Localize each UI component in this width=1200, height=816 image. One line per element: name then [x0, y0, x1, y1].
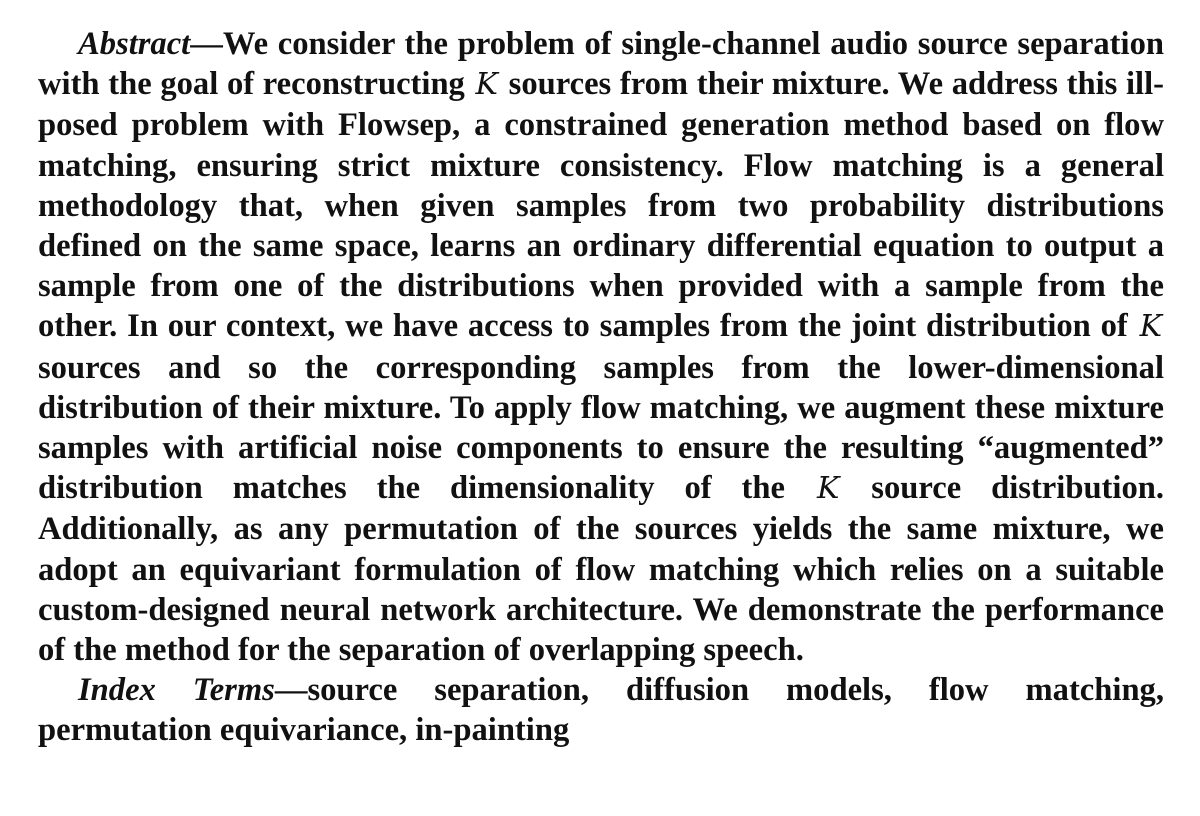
- math-symbol-k: K: [1139, 309, 1162, 345]
- math-symbol-k: K: [475, 67, 498, 103]
- math-symbol-k: K: [816, 471, 840, 507]
- abstract-label: Abstract: [78, 26, 191, 62]
- abstract-separator: —: [190, 26, 223, 62]
- index-terms-paragraph: [38, 670, 1164, 750]
- abstract-text-2: sources from their mixture. We address this ill-posed problem with Flowsep, a constrained generation method based on flow matching, ensuring strict mixture consistency. Flow matching is a general methodology that, when given samples from two probability distributions defined on the same space, learns an ordinary differential equation to output a sample from one of the distributions when provided with a sample from the other. In our context, we have access to samples from the joint distribution of: [38, 66, 1164, 345]
- index-terms-text: source separation, diffusion models, flow matching, permutation equivariance, in-painting: [38, 672, 1164, 749]
- abstract-text-1: We consider the problem of single-channel audio source separation with the goal of reconstructing: [38, 26, 1164, 103]
- index-terms-separator: —: [274, 672, 308, 709]
- abstract-text-3: sources and so the corresponding samples from the lower-dimensional distribution of their mixture. To apply flow matching, we augment these mixture samples with artificial noise components to ensure the resulting “augmented” distribution matches the dimensionality of the: [38, 349, 1164, 507]
- index-terms-label: Index Terms: [78, 672, 275, 709]
- abstract-text-4: source distribution. Additionally, as any permutation of the sources yields the same mixture, we adopt an equivariant formulation of flow matching which relies on a suitable custom-designed neural network architecture. We demonstrate the performance of the method for the separation of overlapping speech.: [38, 470, 1165, 669]
- abstract-block: [38, 24, 1164, 751]
- abstract-paragraph: [38, 24, 1164, 670]
